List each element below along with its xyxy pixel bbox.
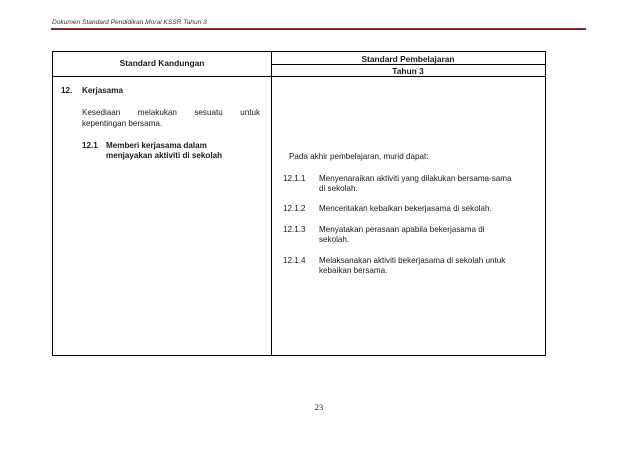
outcome-text-cont: kebaikan bersama.	[319, 266, 388, 275]
outcome-text: Menceritakan kebaikan bekerjasama di sekolah.	[319, 204, 492, 213]
document-header-title: Dokumen Standard Pendidikan Moral KSSR Tahun 3	[52, 19, 207, 26]
outcome-text-cont: di sekolah.	[319, 184, 358, 193]
outcome-code: 12.1.1	[283, 174, 306, 183]
curriculum-table	[52, 51, 546, 356]
topic-number: 12.	[61, 86, 73, 95]
outcome-text-cont: sekolah.	[319, 235, 350, 244]
topic-description-line1	[82, 107, 260, 118]
outcome-text: Menyatakan perasaan apabila bekerjasama di	[319, 225, 485, 234]
content-standard-number: 12.1	[82, 141, 98, 150]
topic-description-line2: kepentingan bersama.	[82, 119, 163, 128]
page-number: 23	[314, 402, 324, 412]
topic-title: Kerjasama	[82, 86, 123, 95]
header-divider	[51, 28, 586, 30]
column-divider	[271, 52, 272, 355]
outcome-text: Melaksanakan aktiviti bekerjasama di sekolah untuk	[319, 256, 506, 265]
content-standard-line1: Memberi kerjasama dalam	[106, 141, 207, 150]
header-row-bottom-border	[53, 76, 545, 77]
description-word: Kesediaan	[82, 108, 121, 117]
outcome-code: 12.1.3	[283, 225, 306, 234]
outcome-text: Menyenaraikan aktiviti yang dilakukan bersama-sama	[319, 174, 512, 183]
description-word: sesuatu	[194, 108, 223, 117]
column-header-standard-kandungan: Standard Kandungan	[119, 58, 205, 68]
outcome-code: 12.1.2	[283, 204, 306, 213]
description-word: melakukan	[137, 108, 177, 117]
outcome-code: 12.1.4	[283, 256, 306, 265]
learning-standard-intro: Pada akhir pembelajaran, murid dapat:	[289, 152, 429, 161]
column-subheader-tahun: Tahun 3	[392, 65, 424, 76]
description-word: untuk	[240, 108, 260, 117]
column-header-standard-pembelajaran: Standard Pembelajaran	[361, 53, 455, 64]
content-standard-line2: menjayakan aktiviti di sekolah	[106, 151, 223, 160]
